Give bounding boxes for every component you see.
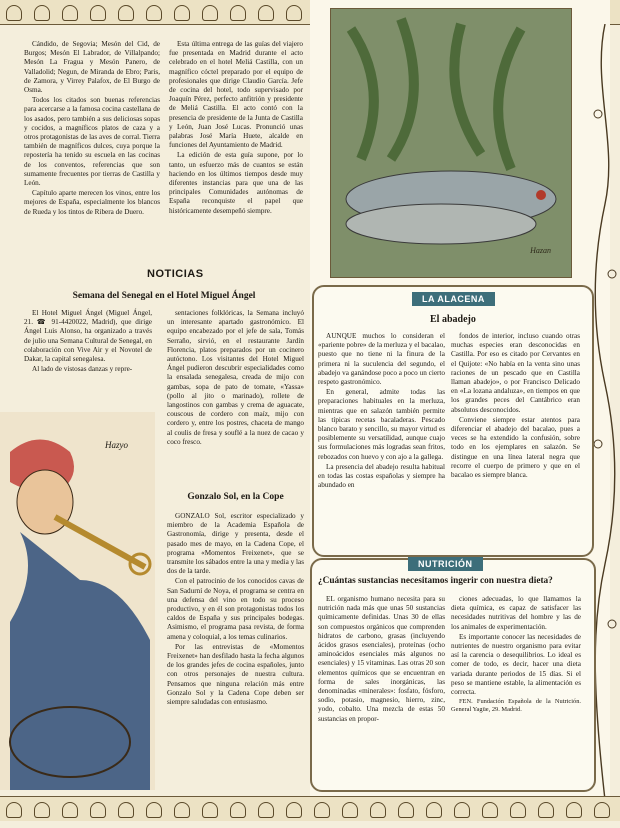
bottle-icon xyxy=(314,802,330,818)
jug-icon xyxy=(230,802,246,818)
article-title: Semana del Senegal en el Hotel Miguel Ángel xyxy=(72,291,256,301)
paragraph: sentaciones folklóricas, la Semana incluyó un interesante apartado gastronómico. El equipo encabezado por el jefe de sala, Tomás Serraño, sirvió, en el restaurante Jardín Florencia, platos preparados por un cocinero autóctono. Los visitantes del Hotel Miguel Ángel pudieron descubrir especialidades como la ensalada senegalesa, creada de mijo con gambas, sopa de pato de tomate, «Yassa» (pollo al jito o marinado), rollete de langostinos con gambas y crema de aguacate, couscous de cordero con maíz, mijo con cordero y, entre los postres, chaceta de mango al coulis de fresa y souflé a la nuez de cacao y coco fresco. xyxy=(167,309,304,446)
fish-icon xyxy=(202,5,218,21)
nutricion-source: FEN. Fundación Española de la Nutrición. General Yagüe, 29. Madrid. xyxy=(451,698,581,714)
jug-icon xyxy=(34,5,50,21)
paragraph: ciones adecuadas, lo que llamamos la dieta química, es capaz de satisfacer las necesidades nutritivas del hombre y las de los animales de experimentación. xyxy=(451,595,581,631)
intro-column-2 xyxy=(169,40,303,217)
fish-icon xyxy=(482,802,498,818)
fish-icon xyxy=(370,802,386,818)
fish-icon xyxy=(34,802,50,818)
wine-glass-icon xyxy=(398,802,414,818)
painting-signature: Hazan xyxy=(530,246,551,255)
fish-still-life-painting xyxy=(330,8,572,278)
illustration-signature: Hazyo xyxy=(105,440,128,450)
paragraph: Cándido, de Segovia; Mesón del Cid, de Burgos; Mesón El Labrador, de Villalpando; Mesón La Fragua y Mesón Panero, de Valladolid; Negun, de Miranda de Ebro; Paris, de Zamora, y Virrey Palafox, de El Burgo de Osma. xyxy=(24,40,160,95)
jug-icon xyxy=(146,5,162,21)
alacena-tag: LA ALACENA xyxy=(412,292,495,306)
jug-icon xyxy=(342,802,358,818)
bottle-icon xyxy=(426,802,442,818)
intro-column-1 xyxy=(24,40,160,218)
paragraph: Conviene siempre estar atentos para diferenciar el abadejo del bacalao, pues a veces se ha extendido la confusión, sobre todo en los ejemplares en salazón. Se distingue en una línea lateral negra que recorre el cuerpo de primero y que en el bacalao es siempre blanca. xyxy=(451,415,580,480)
fish-icon xyxy=(594,802,610,818)
paragraph: EL organismo humano necesita para su nutrición nada más que unas 50 sustancias químicamente definidas. Unas 30 de ellas son compuestos orgánicos que comprenden hidratos de carbono, grasas (incluyendo ácidos grasos esenciales), proteínas (ocho aminoácidos esenciales más algunos no esenciales) y 15 vitaminas. Las otras 20 son elementos químicos que se encuentran en forma de sales inorgánicas, las denominadas «minerales»: fosfato, fósforo, sodio, potasio, magnesio, hierro, zinc, yodo, cobalto. Una mezcla de estas 50 sustancias en propor- xyxy=(318,595,445,723)
jug-icon xyxy=(118,802,134,818)
article2-column xyxy=(167,512,304,708)
paragraph: En general, admite todas las preparaciones habituales en la merluza, mientras que en salazón también permite las típicas recetas bacaladeras. Pescado blanco barato y sencillo, su mayor virtud es posiblemente su versatilidad, aunque cuajo sus formulaciones más logradas sean fritos, rebozados con huevo y con ajo a la gallega. xyxy=(318,388,445,461)
bottom-decorative-frieze xyxy=(0,796,620,821)
jug-icon xyxy=(6,802,22,818)
jug-icon xyxy=(454,802,470,818)
paragraph: El Hotel Miguel Ángel (Miguel Ángel, 21. ☎ 91-4420022, Madrid), que dirige Ángel Luis Alonso, ha organizado a través de julio una Semana Cultural de Senegal, en colaboración con Vive Air y el Novotel de Dakar, la capital senegalesa. xyxy=(24,309,152,364)
paragraph: Todos los citados son buenas referencias para acercarse a la famosa cocina castellana de los asados, pero también a sus deliciosas sopas y cocidos, a magníficos platos de caza y a otros protagonistas de las aves de corral. Tierra también de magníficos dulces, cuya porque la repostería ha tenido su escuela en las cocinas de los conventos, referencias que son sumamente frecuentes por tierras de Castilla y León. xyxy=(24,96,160,188)
nutricion-title: ¿Cuántas sustancias necesitamos ingerir con nuestra dieta? xyxy=(318,576,553,586)
article1-column-2 xyxy=(167,309,304,448)
trumpeter-illustration xyxy=(0,412,155,790)
paragraph: La presencia del abadejo resulta habitual en todas las costas españolas y siempre ha abundado en xyxy=(318,462,445,490)
wine-glass-icon xyxy=(174,802,190,818)
paragraph: Es importante conocer las necesidades de nutrientes de nuestro organismo para evitar así la carencia o desequilibrios. Lo ideal es comer de todo, es decir, hacer una dieta variada durante periodos de 15 días. Si el peso se mantiene estable, la alimentación es correcta. xyxy=(451,632,581,697)
nutricion-tag: NUTRICIÓN xyxy=(408,557,483,571)
wine-glass-icon xyxy=(510,802,526,818)
paragraph: Por las entrevistas de «Momentos Freixenet» han desfilado hasta la fecha algunos de los grandes jefes de cocina españoles, junto con otros personajes de nuestra cultura. Pensamos que ninguna relación más entre Gonzalo Sol y la Cadena Cope deben ser siempre saludadas con entusiasmo. xyxy=(167,642,304,707)
wine-glass-icon xyxy=(118,5,134,21)
paragraph: Esta última entrega de las guías del viajero fue presentada en Madrid durante el acto celebrado en el hotel Meliá Castilla, con un magnífico cóctel preparado por el equipo de profesionales que dirige Claudio García. Jefe de cocina del hotel, todo supervisado por Joaquín Pérez, perfecto anfitrión y presidente de Meliá Castilla. El acto contó con la presencia de presidente de la Junta de Castilla y León, Juan José Lucas. Pronunció unas palabras José María Huete, alcalde en funciones del Ayuntamiento de Madrid. xyxy=(169,40,303,150)
jug-icon xyxy=(258,5,274,21)
paragraph: La edición de esta guía supone, por lo tanto, un esfuerzo más de cuantos se están haciendo en los últimos tiempos desde muy diferentes instancias para que una de las principales Comunidades autónomas de España reconquiste el papel que históricamente desempeñó siempre. xyxy=(169,151,303,215)
fish-icon xyxy=(258,802,274,818)
article1-column-1 xyxy=(24,309,152,375)
bottle-icon xyxy=(202,802,218,818)
nutricion-column-2 xyxy=(451,595,581,715)
bottle-icon xyxy=(174,5,190,21)
fish-icon xyxy=(146,802,162,818)
bottle-icon xyxy=(538,802,554,818)
wine-glass-icon xyxy=(62,802,78,818)
section-heading: NOTICIAS xyxy=(147,268,204,280)
wine-glass-icon xyxy=(230,5,246,21)
paragraph: AUNQUE muchos lo consideran el «pariente pobre» de la merluza y el bacalao, puesto que no tiene ni la finura de la primera ni la suculencia del segundo, el abadejo va ganándose poco a poco un cierto respeto gastronómico. xyxy=(318,332,445,387)
paragraph: GONZALO Sol, escritor especializado y miembro de la Academia Española de Gastronomía, dirige y presenta, desde el pasado mes de mayo, en la Cadena Cope, el programa «Momentos Freixenet», que se transmite los sábados entre la una y media y las dos de la tarde. xyxy=(167,512,304,576)
jug-icon xyxy=(566,802,582,818)
alacena-title: El abadejo xyxy=(430,314,476,325)
fish-icon xyxy=(90,5,106,21)
bottle-icon xyxy=(90,802,106,818)
paragraph: Al lado de vistosas danzas y repre- xyxy=(32,365,133,374)
illustration-drawing xyxy=(0,412,155,790)
bottle-icon xyxy=(62,5,78,21)
article-title: Gonzalo Sol, en la Cope xyxy=(187,492,284,502)
paragraph: Con el patrocinio de los conocidos cavas de San Sadurní de Noya, el programa se centra en una defensa del vino en todo su proceso productivo, y en él son protagonistas todos los caldos de España y sus principales bodegas. Asimismo, el programa pasa revista, de forma amena y coloquial, a los temas culinarios. xyxy=(167,577,304,641)
painting-image xyxy=(331,9,571,277)
wine-glass-icon xyxy=(286,802,302,818)
paragraph: fondos de interior, incluso cuando otras muchas especies eran desconocidas en Castilla. Por eso es citado por Cervantes en el Quijote: «No había en la venta sino unas raciones de un pescado que en Castilla llaman abadejo», o por Francisco Delicado en «La lozana andaluza», en tiempos en que los grandes peces del Cantábrico eran absolutos desconocidos. xyxy=(451,332,580,414)
paragraph: Capítulo aparte merecen los vinos, entre los mejores de España, especialmente los blancos de Rueda y los tintos de Ribera de Duero. xyxy=(24,189,160,216)
wine-glass-icon xyxy=(6,5,22,21)
alacena-column-2 xyxy=(451,332,580,481)
nutricion-column-1 xyxy=(318,595,445,725)
bottle-icon xyxy=(286,5,302,21)
alacena-column-1 xyxy=(318,332,445,491)
